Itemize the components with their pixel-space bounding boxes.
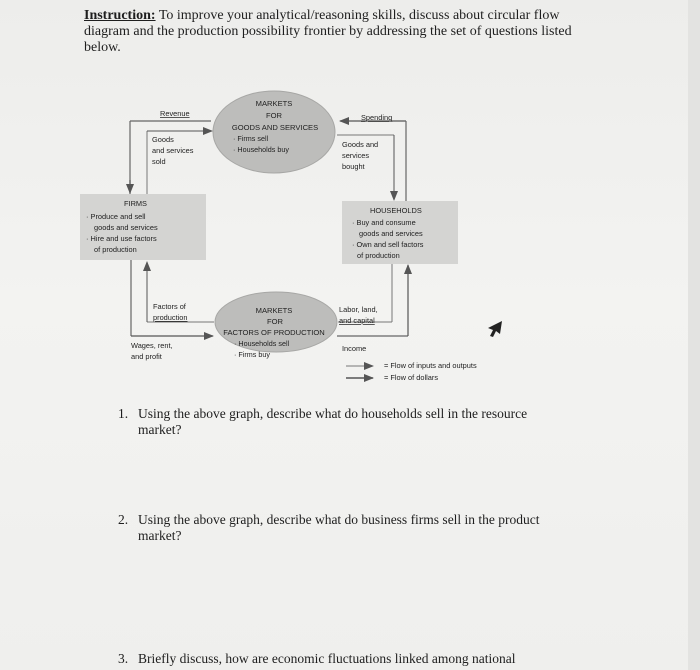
question-1: [118, 406, 527, 438]
factors-label-2: production: [153, 313, 188, 322]
legend-inputs-label: = Flow of inputs and outputs: [384, 361, 477, 370]
goods-market-bullet-2: · Households buy: [233, 145, 289, 154]
goods-sold-label-1: Goods: [152, 135, 174, 144]
goods-market-title-1: MARKETS: [255, 99, 293, 108]
mouse-cursor-icon: [488, 321, 502, 337]
households-line-2: goods and services: [359, 229, 423, 238]
wages-label-1: Wages, rent,: [131, 341, 173, 350]
firms-line-4: of production: [94, 245, 137, 254]
goods-market-title-2: FOR: [265, 111, 283, 120]
question-1-line-2: market?: [138, 422, 182, 437]
labor-label-2: and capital: [339, 316, 375, 325]
goods-bought-label-3: bought: [342, 162, 365, 171]
firms-line-2: goods and services: [94, 223, 158, 232]
revenue-label: Revenue: [160, 109, 190, 118]
legend-dollars-label: = Flow of dollars: [384, 373, 439, 382]
question-2: [118, 512, 540, 544]
income-label: Income: [342, 344, 367, 353]
question-1-line-1: Using the above graph, describe what do households sell in the resource: [138, 406, 528, 421]
instruction-text: To improve your analytical/reasoning skills, discuss about circular flow diagram and the production possibility frontier by addressing the set of questions listed below.: [84, 8, 572, 55]
factor-market-title-1: MARKETS: [255, 306, 293, 315]
goods-sold-label-2: and services: [152, 146, 194, 155]
question-2-line-1: Using the above graph, describe what do business firms sell in the product: [138, 512, 540, 527]
households-line-3: · Own and sell factors: [352, 240, 424, 249]
firms-line-3: · Hire and use factors: [86, 234, 157, 243]
households-title: HOUSEHOLDS: [370, 206, 422, 215]
factor-market-title-2: FOR: [266, 317, 284, 326]
factors-label-1: Factors of: [153, 302, 186, 311]
question-3: [118, 651, 516, 667]
spending-label: Spending: [361, 113, 393, 122]
instruction-label: Instruction:: [84, 8, 156, 23]
firms-title: FIRMS: [124, 199, 147, 208]
goods-market-bullet-1: · Firms sell: [233, 134, 269, 143]
goods-sold-label-3: sold: [152, 157, 166, 166]
question-1-number: 1.: [118, 406, 129, 421]
firms-line-1: · Produce and sell: [86, 212, 146, 221]
goods-bought-label-2: services: [342, 151, 370, 160]
question-2-number: 2.: [118, 512, 129, 527]
goods-bought-label-1: Goods and: [342, 140, 379, 149]
households-line-4: of production: [357, 251, 400, 260]
labor-label-1: Labor, land,: [339, 305, 378, 314]
question-3-number: 3.: [118, 651, 129, 666]
question-3-line-1: Briefly discuss, how are economic fluctuations linked among national: [138, 651, 516, 666]
wages-label-2: and profit: [131, 352, 162, 361]
factor-market-title-3: FACTORS OF PRODUCTION: [223, 328, 325, 337]
households-line-1: · Buy and consume: [352, 218, 416, 227]
goods-market-title-3: GOODS AND SERVICES: [231, 123, 319, 132]
question-2-line-2: market?: [138, 528, 182, 543]
factor-market-bullet-1: · Households sell: [234, 339, 290, 348]
factor-market-bullet-2: · Firms buy: [234, 350, 270, 359]
